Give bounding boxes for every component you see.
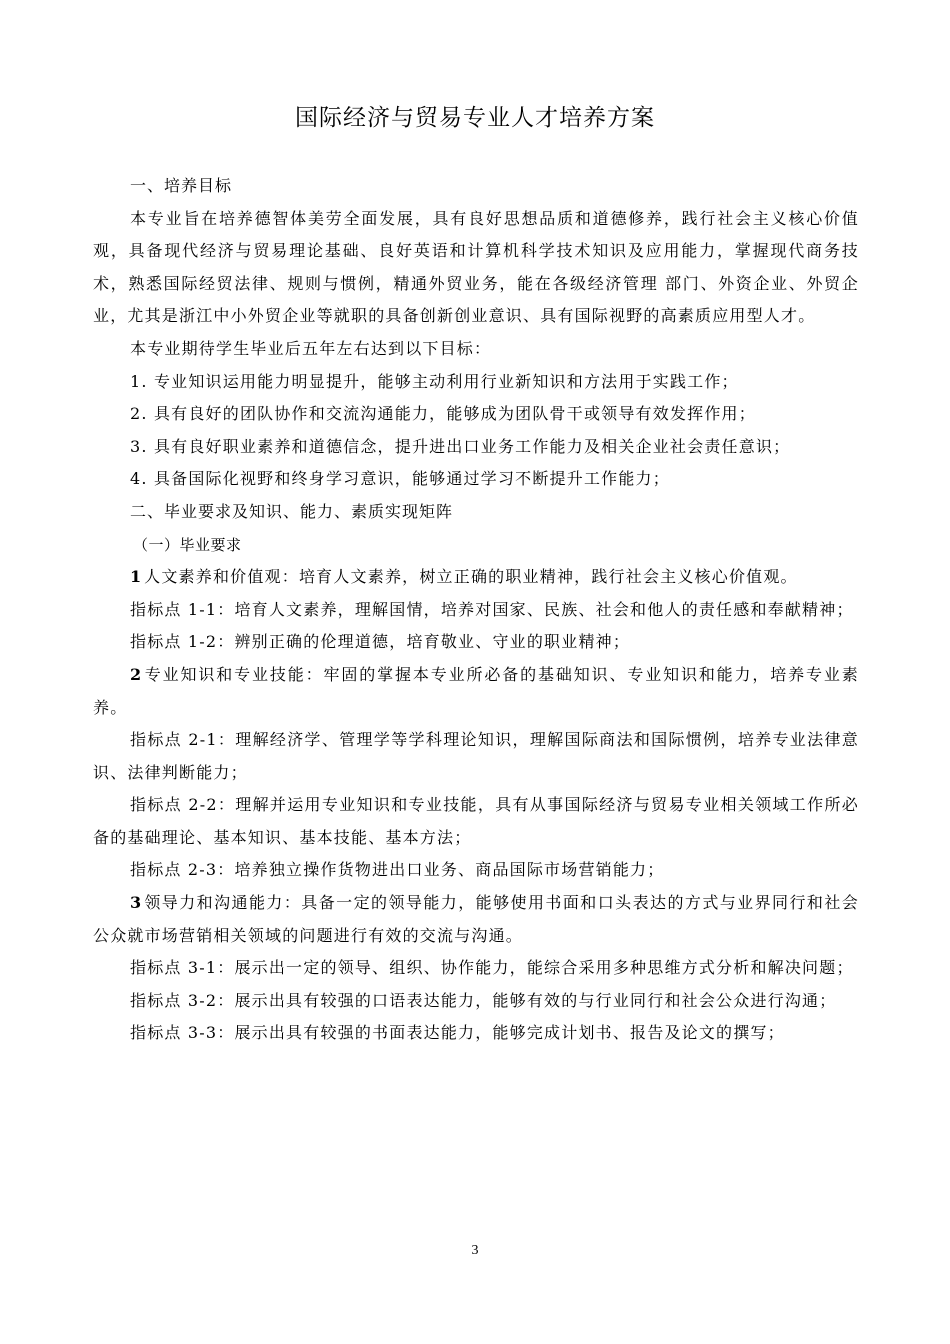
section-heading-training-goals: 一、培养目标 (130, 176, 233, 195)
requirement-item (93, 659, 859, 724)
indicator-item: 指标点 3-3：展示出具有较强的书面表达能力，能够完成计划书、报告及论文的撰写； (130, 1023, 785, 1043)
subsection-heading: （一）毕业要求 (133, 535, 242, 554)
indicator-item: 指标点 2-1：理解经济学、管理学等学科理论知识，理解国际商法和国际惯例，培养专业法律意识、法律判断能力； (93, 730, 859, 782)
page-number: 3 (471, 1243, 479, 1258)
requirement-text: 人文素养和价值观：培育人文素养，树立正确的职业精神，践行社会主义核心价值观。 (144, 567, 798, 587)
requirement-number: 2 (130, 664, 142, 684)
requirement-text: 领导力和沟通能力：具备一定的领导能力，能够使用书面和口头表达的方式与业界同行和社会公众就市场营销相关领域的问题进行有效的交流与沟通。 (93, 893, 859, 945)
indicator-item: 指标点 2-3：培养独立操作货物进出口业务、商品国际市场营销能力； (130, 860, 665, 880)
goal-item: 3. 具有良好职业素养和道德信念，提升进出口业务工作能力及相关企业社会责任意识； (130, 436, 791, 456)
requirement-number: 1 (130, 567, 142, 587)
document-body (93, 170, 859, 1050)
goals-intro: 本专业期待学生毕业后五年左右达到以下目标： (130, 338, 492, 358)
requirement-item (93, 561, 859, 594)
indicator-item: 指标点 3-1：展示出一定的领导、组织、协作能力，能综合采用多种思维方式分析和解决问题； (130, 958, 854, 978)
requirement-text: 专业知识和专业技能：牢固的掌握本专业所必备的基础知识、专业知识和能力，培养专业素养。 (93, 664, 859, 717)
requirement-item (93, 887, 859, 952)
goal-item: 4. 具备国际化视野和终身学习意识，能够通过学习不断提升工作能力； (130, 469, 670, 489)
section-heading-graduation-requirements: 二、毕业要求及知识、能力、素质实现矩阵 (130, 501, 454, 521)
indicator-item: 指标点 1-1：培育人文素养，理解国情，培养对国家、民族、社会和他人的责任感和奉献精神； (130, 599, 854, 619)
training-goals-paragraph: 本专业旨在培养德智体美劳全面发展，具有良好思想品质和道德修养，践行社会主义核心价值观，具备现代经济与贸易理论基础、良好英语和计算机科学技术知识及应用能力，掌握现代商务技术，熟悉国际经贸法律、规则与惯例，精通外贸业务，能在各级经济管理 部门、外资企业、外贸企业，尤其是浙江中小外贸企业等就职的具备创新创业意识、具有国际视野的高素质应用型人才。 (93, 208, 859, 326)
indicator-item: 指标点 1-2：辨别正确的伦理道德，培育敬业、守业的职业精神； (130, 632, 631, 652)
goal-item: 2. 具有良好的团队协作和交流沟通能力，能够成为团队骨干或领导有效发挥作用； (130, 404, 756, 424)
requirement-number: 3 (130, 893, 142, 913)
goal-item: 1. 专业知识运用能力明显提升，能够主动利用行业新知识和方法用于实践工作； (130, 371, 739, 391)
document-title: 国际经济与贸易专业人才培养方案 (295, 105, 655, 131)
indicator-item: 指标点 2-2：理解并运用专业知识和专业技能，具有从事国际经济与贸易专业相关领域工作所必备的基础理论、基本知识、基本技能、基本方法； (93, 795, 859, 847)
indicator-item: 指标点 3-2：展示出具有较强的口语表达能力，能够有效的与行业同行和社会公众进行沟通； (130, 990, 837, 1010)
